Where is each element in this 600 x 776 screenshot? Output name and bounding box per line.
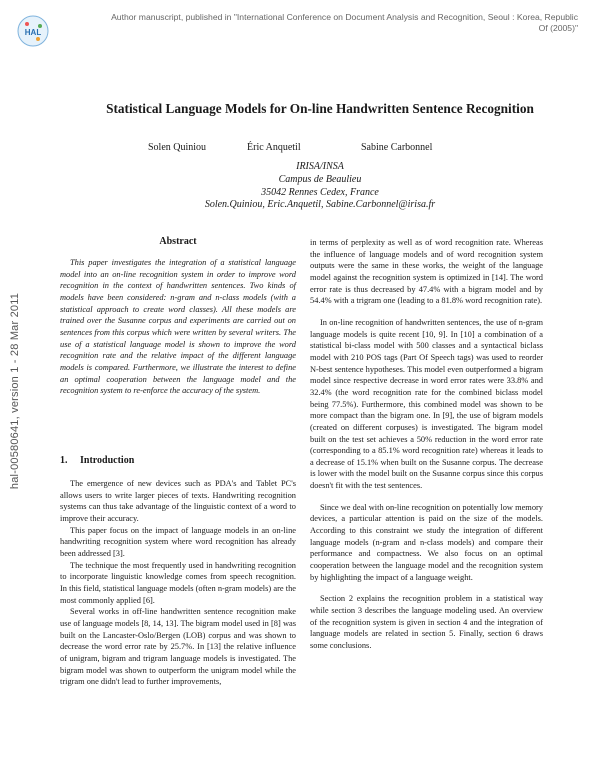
right-column (310, 237, 543, 652)
paragraph: in terms of perplexity as well as of word recognition rate. Whereas the influence of language models and of word recognition system outputs were the same in these works, the weight of the language model against the recognition system is optimized in [14]. The word error rate is thus decreased by 47.4% with a bigram model and by 54.4% with a trigram one (leading to a 81.8% word recognition rate). (310, 238, 543, 306)
hal-logo (16, 14, 50, 48)
paragraph: The technique the most frequently used in handwriting recognition to incorporate linguistic knowledge comes from speech recognition. In this field, statistical language models (often n-gram models) are the most commonly applied [6]. (60, 560, 296, 605)
svg-text:HAL: HAL (24, 28, 42, 37)
manuscript-note: Author manuscript, published in "International Conference on Document Analysis and Recognition, Seoul : Korea, Republic Of (2005)" (111, 12, 578, 33)
paragraph: Section 2 explains the recognition problem in a statistical way while section 3 describes the language modeling used. An overview of the recognition system is given in section 4 and the integration of language models are related in section 5. Finally, section 6 draws some conclusions. (310, 594, 543, 650)
section-number: 1. (60, 455, 68, 466)
abstract-text: This paper investigates the integration of a statistical language model into an on-line recognition system in order to improve word recognition in the context of handwritten sentences. Two kinds of models have been considered: n-gram and n-class models (with a statistical approach to create word classes). All these models are trained over the Susanne corpus and experiments are carried out on sentences from this corpus which were written by several writers. The use of a statistical language model is shown to improve the word recognition rate and the relative impact of the different language models is compared. Furthermore, we illustrate the interest to define an optimal cooperation between the language model and the recognition system to re-enforce the accuracy of the system. (60, 258, 296, 396)
hal-side-id: hal-00580641, version 1 - 28 Mar 2011 (9, 292, 21, 490)
abstract-body (60, 257, 296, 397)
affiliation (120, 161, 520, 212)
paragraph: The emergence of new devices such as PDA's and Tablet PC's allows users to write larger pieces of texts. Handwriting recognition systems can thus take advantage of the linguistic context of a word to improve their accuracy. (60, 479, 296, 523)
author-3: Sabine Carbonnel (361, 142, 433, 153)
section-heading-introduction (60, 455, 134, 466)
author-1: Solen Quiniou (148, 142, 207, 153)
affiliation-line: 35042 Rennes Cedex, France (261, 186, 379, 198)
paragraph: Since we deal with on-line recognition on potentially low memory devices, a particular attention is paid on the size of the models. According to this constraint we study the integration of different language models (n-gram and n-class models) and compare their performance and compactness. We also focus on an optimal cooperation between the language model and the recognition system by highlighting the impact of a language weight. (310, 502, 543, 582)
section-title: Introduction (80, 455, 135, 466)
paragraph: In on-line recognition of handwritten sentences, the use of n-gram language models is quite recent [10, 9]. In [10] a combination of a statistical bi-class model with 500 classes and a syntactical biclass model with 210 POS tags (Part Of Speech tags) was used to reorder N-best sentence hypotheses. This model even outperformed a bigram model since respective decrease in word error rates were 33.8% and 32.4% (the word recognition rate for the combined biclass model being 77.5%). Furthermore, this combined model was shown to be more compact than the bigram one. In [9], the use of bigram models (created on different corpuses) is investigated. The bigram model built on the test set achieves a 50% reduction in the word error rate (corresponding to a 85.1% word recognition rate) whereas it leads to a decrease of 15.1% when built on the Susanne corpus. The decrease is lower with the model built on the Susanne corpus since this corpus doesn't fit with the test sentences. (310, 317, 543, 491)
paragraph: This paper focus on the impact of language models in an on-line handwriting recognition system where word recognition has already been addressed [3]. (60, 525, 296, 558)
affiliation-line: IRISA/INSA (296, 161, 344, 172)
abstract-heading: Abstract (159, 236, 197, 247)
affiliation-line: Campus de Beaulieu (278, 173, 362, 185)
introduction-body (60, 478, 296, 688)
paragraph: Several works in off-line handwritten sentence recognition make use of language models [8, 14, 13]. The bigram model used in [8] was built on the Lancaster-Oslo/Bergen (LOB) corpus and was shown to decrease the word error rate by 25.7%. In [13] the relative influence of unigram, bigram and trigram language models is investigated. The bigram model was shown to outperform the unigram model while the trigram one didn't lead to further improvements, (60, 607, 296, 687)
paper-title: Statistical Language Models for On-line Handwritten Sentence Recognition (106, 101, 534, 116)
author-2: Éric Anquetil (247, 142, 301, 153)
affiliation-emails: Solen.Quiniou, Eric.Anquetil, Sabine.Carbonnel@irisa.fr (204, 199, 436, 211)
